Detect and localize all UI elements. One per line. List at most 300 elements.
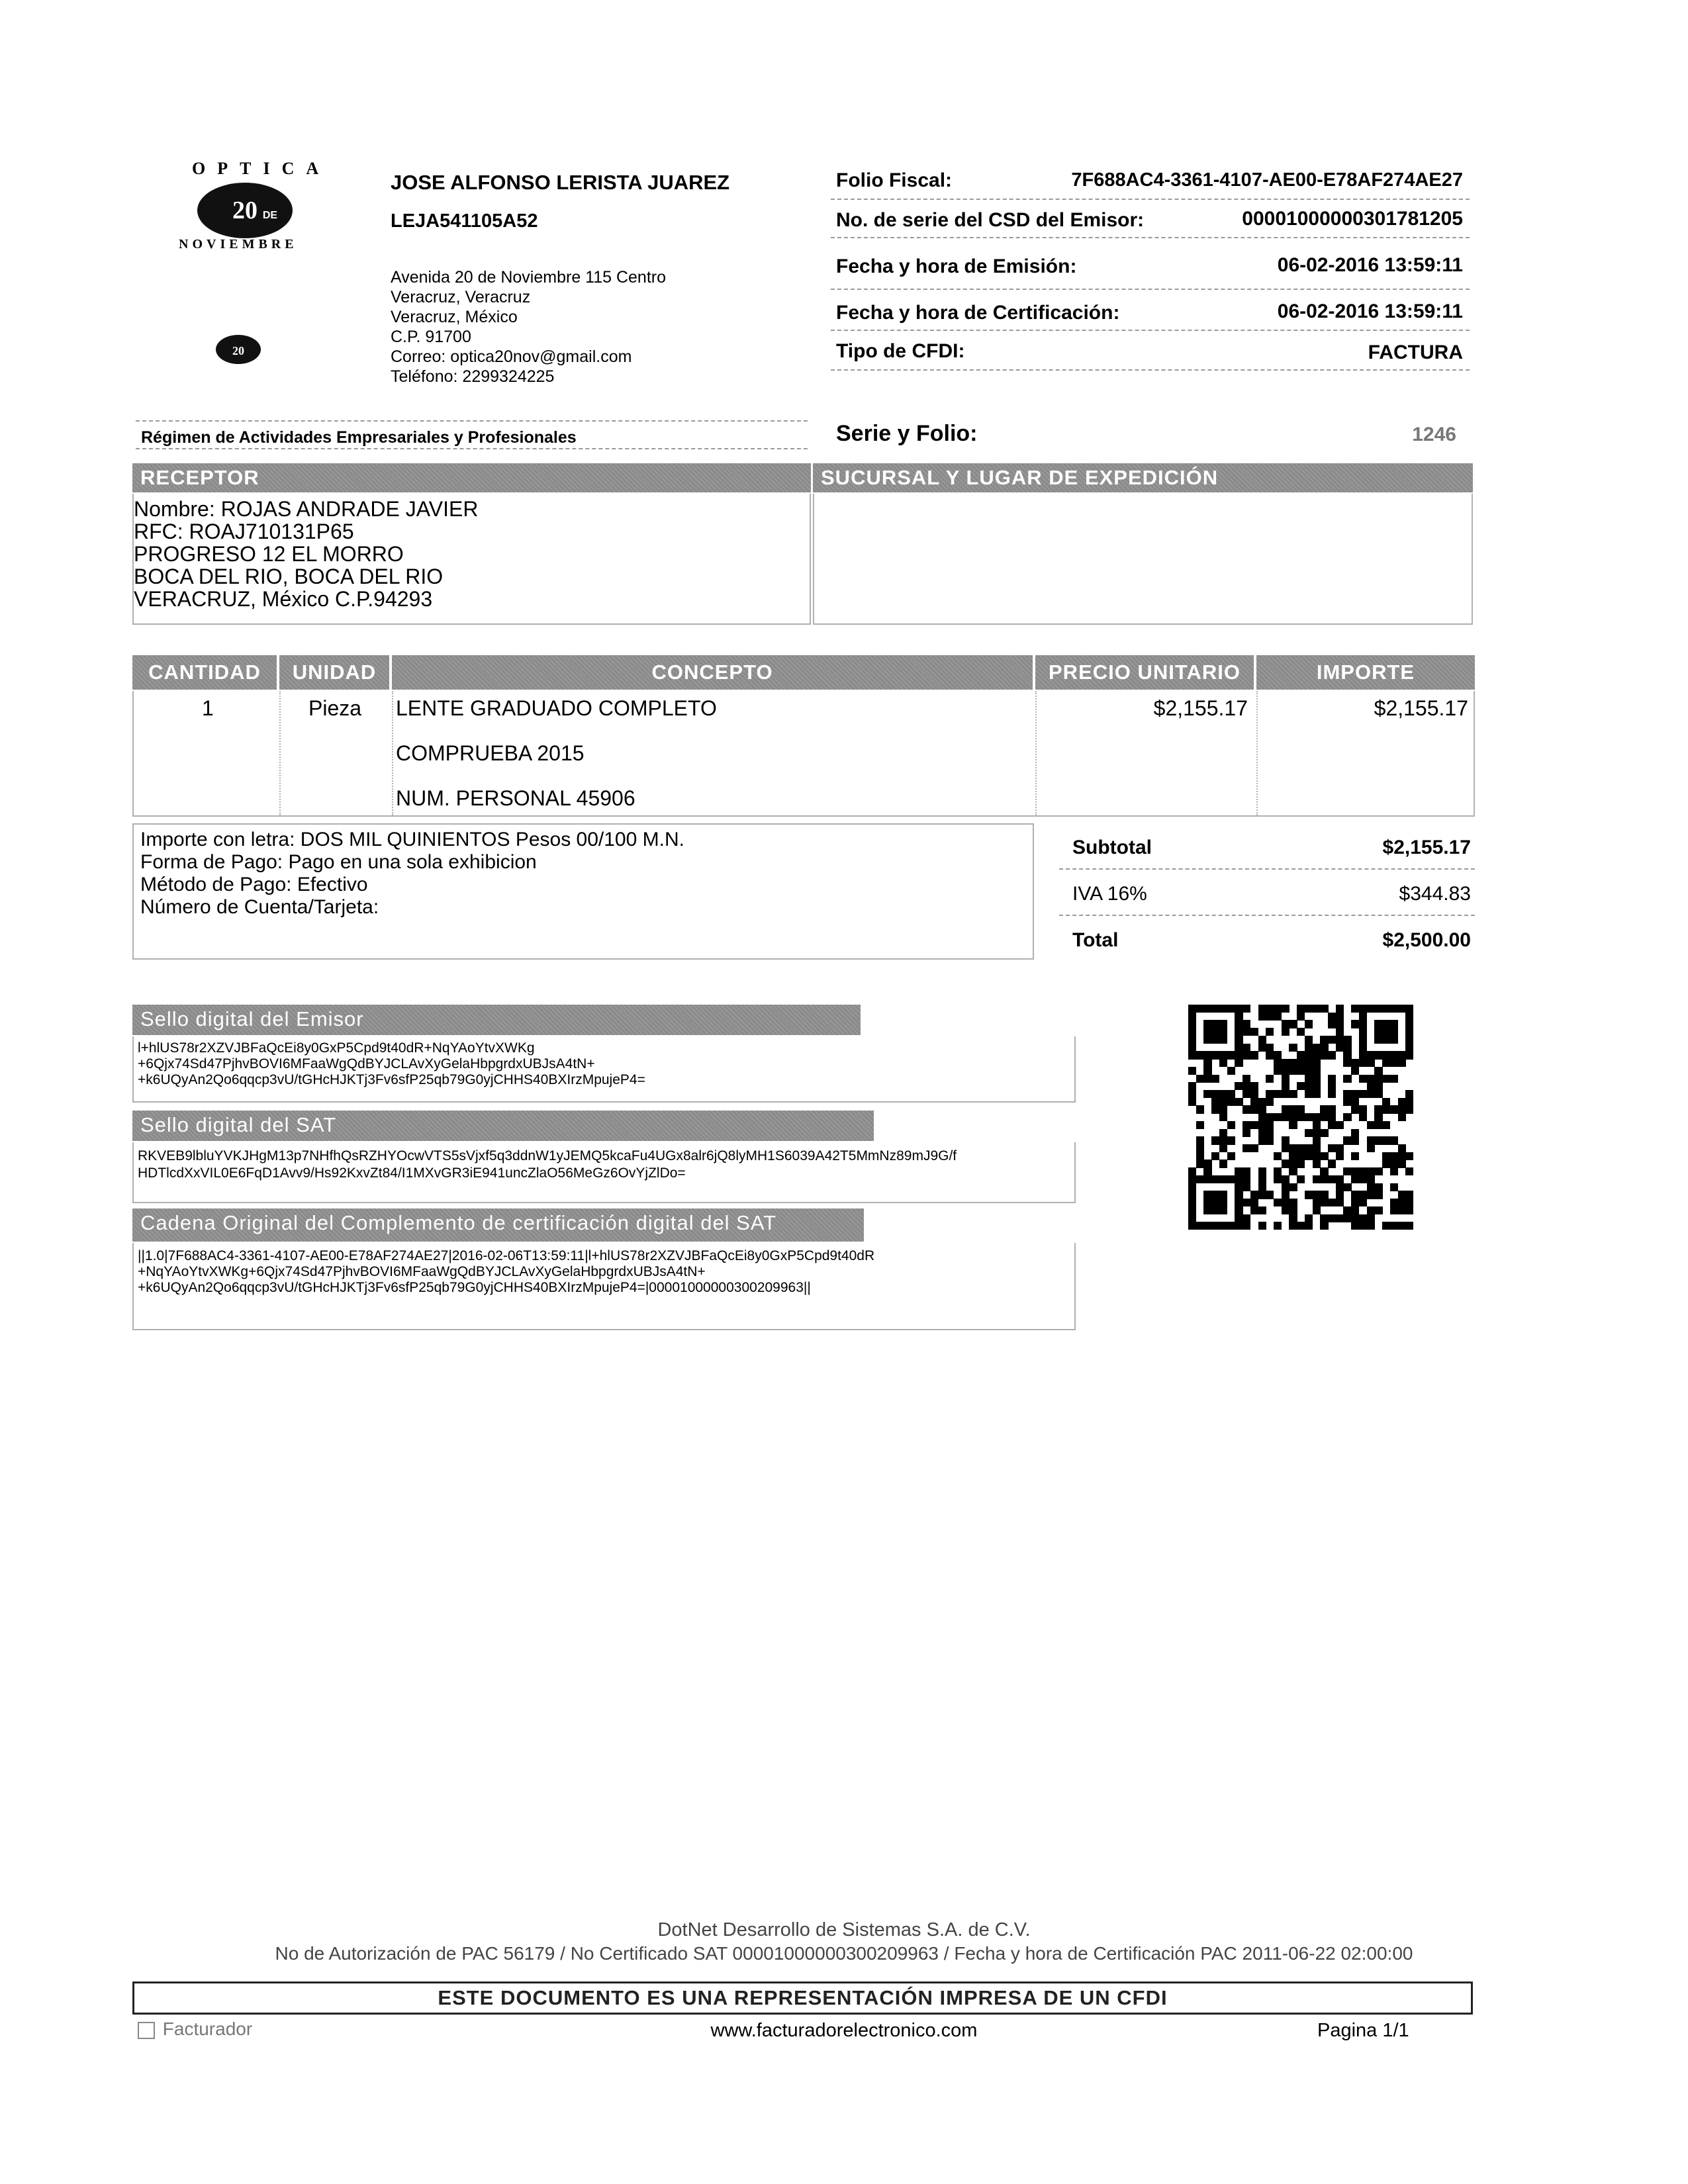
qr-module xyxy=(1305,1144,1313,1152)
qr-module xyxy=(1188,1222,1196,1230)
csd-row xyxy=(831,200,1470,238)
qr-module xyxy=(1289,1113,1297,1121)
qr-module xyxy=(1351,1098,1359,1106)
qr-module xyxy=(1359,1214,1367,1222)
qr-module xyxy=(1211,1105,1219,1113)
qr-module xyxy=(1258,1036,1266,1044)
item-concepto-line: LENTE GRADUADO COMPLETO xyxy=(396,696,717,720)
qr-module xyxy=(1266,1090,1274,1098)
qr-module xyxy=(1405,1051,1413,1059)
qr-module xyxy=(1343,1113,1351,1121)
qr-module xyxy=(1196,1222,1204,1230)
subtotal-row xyxy=(1059,823,1475,870)
address-line: Teléfono: 2299324225 xyxy=(391,367,555,386)
qr-module xyxy=(1328,1051,1336,1059)
sello-sat-line: RKVEB9lbluYVKJHgM13p7NHfhQsRZHYOcwVTS5sVjxf5q3ddnW1yJEMQ5kcaFu4UGx8alr6jQ8lyMH1S6039A42T5MmNz89mJ9G/f xyxy=(138,1148,957,1163)
qr-module xyxy=(1282,1028,1289,1036)
qr-module xyxy=(1398,1222,1406,1230)
qr-module xyxy=(1235,1098,1243,1106)
qr-module xyxy=(1227,1067,1235,1075)
qr-module xyxy=(1374,1028,1382,1036)
address-line: Correo: optica20nov@gmail.com xyxy=(391,347,632,366)
qr-module xyxy=(1282,1199,1289,1206)
qr-module xyxy=(1313,1090,1321,1098)
qr-module xyxy=(1203,1160,1211,1167)
qr-module xyxy=(1305,1005,1313,1013)
qr-module xyxy=(1219,1028,1227,1036)
qr-module xyxy=(1250,1028,1258,1036)
qr-module xyxy=(1398,1113,1406,1121)
emision-row xyxy=(831,238,1470,290)
qr-module xyxy=(1374,1075,1382,1083)
folio-fiscal-label: Folio Fiscal: xyxy=(836,169,953,191)
qr-module xyxy=(1359,1105,1367,1113)
qr-module xyxy=(1328,1113,1336,1121)
qr-module xyxy=(1351,1167,1359,1175)
qr-module xyxy=(1266,1013,1274,1021)
qr-module xyxy=(1282,1082,1289,1090)
qr-module xyxy=(1219,1090,1227,1098)
footer-url: www.facturadorelectronico.com xyxy=(710,2020,978,2041)
qr-module xyxy=(1320,1044,1328,1052)
qr-module xyxy=(1328,1175,1336,1183)
qr-module xyxy=(1297,1082,1305,1090)
qr-module xyxy=(1282,1105,1289,1113)
qr-module xyxy=(1313,1191,1321,1199)
qr-module xyxy=(1328,1160,1336,1167)
qr-module xyxy=(1398,1105,1406,1113)
qr-module xyxy=(1398,1152,1406,1160)
qr-module xyxy=(1390,1206,1398,1214)
qr-module xyxy=(1188,1028,1196,1036)
qr-module xyxy=(1266,1051,1274,1059)
qr-module xyxy=(1203,1067,1211,1075)
qr-module xyxy=(1313,1121,1321,1129)
logo-text-bottom: NOVIEMBRE xyxy=(179,237,298,251)
qr-module xyxy=(1305,1067,1313,1075)
qr-module xyxy=(1282,1075,1289,1083)
qr-module xyxy=(1343,1183,1351,1191)
qr-module xyxy=(1367,1191,1375,1199)
pac-company: DotNet Desarrollo de Sistemas S.A. de C.V. xyxy=(657,1919,1031,1940)
qr-module xyxy=(1390,1020,1398,1028)
qr-module xyxy=(1211,1005,1219,1013)
qr-module xyxy=(1367,1206,1375,1214)
qr-module xyxy=(1351,1136,1359,1144)
qr-module xyxy=(1289,1199,1297,1206)
qr-module xyxy=(1188,1167,1196,1175)
qr-module xyxy=(1305,1152,1313,1160)
qr-module xyxy=(1320,1036,1328,1044)
qr-module xyxy=(1188,1183,1196,1191)
qr-module xyxy=(1359,1020,1367,1028)
qr-module xyxy=(1258,1136,1266,1144)
qr-module xyxy=(1196,1121,1204,1129)
qr-module xyxy=(1250,1098,1258,1106)
subtotal-label: Subtotal xyxy=(1072,837,1152,858)
qr-module xyxy=(1382,1059,1390,1067)
iva-value: $344.83 xyxy=(1399,883,1471,905)
qr-module xyxy=(1297,1067,1305,1075)
qr-module xyxy=(1390,1051,1398,1059)
qr-module xyxy=(1243,1121,1250,1129)
qr-module xyxy=(1320,1051,1328,1059)
qr-module xyxy=(1351,1175,1359,1183)
qr-module xyxy=(1313,1005,1321,1013)
qr-module xyxy=(1282,1175,1289,1183)
qr-module xyxy=(1188,1090,1196,1098)
qr-module xyxy=(1405,1152,1413,1160)
qr-module xyxy=(1336,1152,1344,1160)
svg-text:20: 20 xyxy=(232,344,244,357)
qr-module xyxy=(1382,1121,1390,1129)
qr-module xyxy=(1235,1028,1243,1036)
qr-module xyxy=(1390,1160,1398,1167)
qr-module xyxy=(1305,1075,1313,1083)
tipo-label: Tipo de CFDI: xyxy=(836,340,965,362)
qr-module xyxy=(1211,1175,1219,1183)
qr-module xyxy=(1390,1136,1398,1144)
qr-module xyxy=(1203,1059,1211,1067)
qr-module xyxy=(1313,1144,1321,1152)
qr-module xyxy=(1336,1013,1344,1021)
qr-module xyxy=(1219,1175,1227,1183)
qr-module xyxy=(1343,1214,1351,1222)
pago-line: Número de Cuenta/Tarjeta: xyxy=(140,896,379,918)
qr-module xyxy=(1219,1206,1227,1214)
qr-module xyxy=(1282,1160,1289,1167)
qr-module xyxy=(1305,1214,1313,1222)
qr-module xyxy=(1219,1113,1227,1121)
qr-module xyxy=(1227,1222,1235,1230)
qr-module xyxy=(1289,1206,1297,1214)
qr-module xyxy=(1398,1160,1406,1167)
qr-module xyxy=(1359,1028,1367,1036)
qr-module xyxy=(1266,1075,1274,1083)
qr-module xyxy=(1313,1067,1321,1075)
qr-module xyxy=(1390,1167,1398,1175)
qr-module xyxy=(1313,1075,1321,1083)
qr-module xyxy=(1196,1136,1204,1144)
qr-module xyxy=(1405,1206,1413,1214)
qr-module xyxy=(1289,1152,1297,1160)
representation-text: ESTE DOCUMENTO ES UNA REPRESENTACIÓN IMPRESA DE UN CFDI xyxy=(438,1986,1168,2009)
certificacion-row xyxy=(831,290,1470,331)
receptor-line: BOCA DEL RIO, BOCA DEL RIO xyxy=(134,565,444,588)
total-row xyxy=(1059,916,1475,961)
item-concepto-line: NUM. PERSONAL 45906 xyxy=(396,786,635,810)
qr-module xyxy=(1243,1105,1250,1113)
qr-module xyxy=(1351,1005,1359,1013)
qr-module xyxy=(1343,1051,1351,1059)
qr-module xyxy=(1320,1222,1328,1230)
qr-module xyxy=(1188,1044,1196,1052)
qr-module xyxy=(1313,1113,1321,1121)
pac-line: No de Autorización de PAC 56179 / No Certificado SAT 00001000000300209963 / Fecha y hora de Certificación PAC 2011-06-22 02:00:00 xyxy=(275,1943,1413,1964)
qr-module xyxy=(1297,1005,1305,1013)
qr-module xyxy=(1343,1167,1351,1175)
qr-module xyxy=(1351,1129,1359,1137)
receptor-header: RECEPTOR xyxy=(132,463,811,492)
qr-module xyxy=(1203,1206,1211,1214)
qr-module xyxy=(1398,1144,1406,1152)
qr-module xyxy=(1219,1098,1227,1106)
qr-module xyxy=(1235,1206,1243,1214)
qr-module xyxy=(1405,1191,1413,1199)
qr-module xyxy=(1382,1028,1390,1036)
qr-module xyxy=(1219,1105,1227,1113)
qr-module xyxy=(1258,1206,1266,1214)
qr-module xyxy=(1328,1121,1336,1129)
qr-module xyxy=(1235,1059,1243,1067)
qr-module xyxy=(1398,1059,1406,1067)
total-value: $2,500.00 xyxy=(1382,929,1471,951)
qr-module xyxy=(1320,1105,1328,1113)
qr-module xyxy=(1243,1129,1250,1137)
emisor-rfc: LEJA541105A52 xyxy=(391,210,538,232)
qr-module xyxy=(1188,1005,1196,1013)
qr-module xyxy=(1258,1175,1266,1183)
qr-module xyxy=(1219,1222,1227,1230)
qr-module xyxy=(1367,1121,1375,1129)
qr-module xyxy=(1243,1028,1250,1036)
qr-module xyxy=(1250,1082,1258,1090)
qr-module xyxy=(1343,1206,1351,1214)
qr-module xyxy=(1211,1152,1219,1160)
qr-module xyxy=(1243,1199,1250,1206)
qr-module xyxy=(1297,1113,1305,1121)
fiscal-info xyxy=(831,164,1470,371)
qr-module xyxy=(1374,1020,1382,1028)
qr-module xyxy=(1289,1222,1297,1230)
qr-module xyxy=(1274,1113,1282,1121)
qr-module xyxy=(1336,1020,1344,1028)
qr-module xyxy=(1320,1113,1328,1121)
qr-module xyxy=(1374,1090,1382,1098)
qr-module xyxy=(1374,1113,1382,1121)
qr-module xyxy=(1320,1191,1328,1199)
qr-module xyxy=(1282,1206,1289,1214)
qr-module xyxy=(1313,1175,1321,1183)
qr-module xyxy=(1313,1044,1321,1052)
qr-module xyxy=(1258,1005,1266,1013)
tipo-row xyxy=(831,331,1470,371)
qr-module xyxy=(1235,1199,1243,1206)
qr-module xyxy=(1219,1005,1227,1013)
qr-module xyxy=(1320,1152,1328,1160)
qr-module xyxy=(1382,1222,1390,1230)
qr-module xyxy=(1266,1098,1274,1106)
qr-module xyxy=(1320,1175,1328,1183)
qr-module xyxy=(1289,1121,1297,1129)
qr-module xyxy=(1313,1082,1321,1090)
qr-module xyxy=(1211,1090,1219,1098)
svg-text:DE: DE xyxy=(262,210,278,221)
qr-module xyxy=(1313,1129,1321,1137)
qr-module xyxy=(1367,1214,1375,1222)
qr-module xyxy=(1258,1013,1266,1021)
qr-module xyxy=(1374,1183,1382,1191)
qr-module xyxy=(1243,1082,1250,1090)
regimen-row xyxy=(136,420,808,449)
qr-module xyxy=(1203,1191,1211,1199)
qr-module xyxy=(1289,1105,1297,1113)
svg-text:20: 20 xyxy=(232,197,258,224)
qr-module xyxy=(1235,1020,1243,1028)
qr-module xyxy=(1305,1082,1313,1090)
qr-module xyxy=(1227,1121,1235,1129)
qr-module xyxy=(1227,1090,1235,1098)
qr-module xyxy=(1367,1090,1375,1098)
qr-module xyxy=(1351,1222,1359,1230)
pago-line: Forma de Pago: Pago en una sola exhibicion xyxy=(140,851,537,873)
qr-module xyxy=(1243,1183,1250,1191)
qr-module xyxy=(1274,1013,1282,1021)
serie-folio-row xyxy=(831,418,1470,451)
qr-module xyxy=(1374,1167,1382,1175)
qr-module xyxy=(1188,1036,1196,1044)
qr-module xyxy=(1219,1199,1227,1206)
certificacion-label: Fecha y hora de Certificación: xyxy=(836,302,1120,324)
qr-module xyxy=(1219,1036,1227,1044)
qr-module xyxy=(1282,1067,1289,1075)
qr-module xyxy=(1320,1199,1328,1206)
qr-module xyxy=(1258,1121,1266,1129)
qr-module xyxy=(1243,1051,1250,1059)
qr-module xyxy=(1351,1206,1359,1214)
qr-module xyxy=(1258,1191,1266,1199)
qr-module xyxy=(1188,1214,1196,1222)
qr-module xyxy=(1328,1199,1336,1206)
tipo-value: FACTURA xyxy=(1368,341,1463,363)
qr-module xyxy=(1227,1005,1235,1013)
qr-module xyxy=(1289,1044,1297,1052)
qr-module xyxy=(1328,1105,1336,1113)
qr-module xyxy=(1328,1214,1336,1222)
qr-module xyxy=(1274,1090,1282,1098)
qr-module xyxy=(1405,1028,1413,1036)
qr-module xyxy=(1382,1136,1390,1144)
pago-line: Importe con letra: DOS MIL QUINIENTOS Pesos 00/100 M.N. xyxy=(140,829,684,850)
address-line: Avenida 20 de Noviembre 115 Centro xyxy=(391,268,667,287)
qr-module xyxy=(1359,1005,1367,1013)
qr-module xyxy=(1313,1152,1321,1160)
qr-module xyxy=(1405,1044,1413,1052)
qr-module xyxy=(1374,1191,1382,1199)
qr-module xyxy=(1405,1098,1413,1106)
qr-module xyxy=(1235,1082,1243,1090)
pago-line: Método de Pago: Efectivo xyxy=(140,874,368,895)
sello-sat-box xyxy=(132,1142,1076,1203)
table-row xyxy=(132,694,1475,819)
qr-module xyxy=(1196,1105,1204,1113)
qr-module xyxy=(1367,1082,1375,1090)
qr-module xyxy=(1282,1191,1289,1199)
qr-module xyxy=(1250,1144,1258,1152)
qr-module xyxy=(1305,1044,1313,1052)
qr-module xyxy=(1274,1051,1282,1059)
qr-module xyxy=(1398,1206,1406,1214)
qr-module xyxy=(1258,1183,1266,1191)
qr-module xyxy=(1343,1136,1351,1144)
qr-module xyxy=(1235,1214,1243,1222)
qr-module xyxy=(1343,1036,1351,1044)
qr-module xyxy=(1289,1183,1297,1191)
item-cantidad: 1 xyxy=(202,696,214,720)
subtotal-value: $2,155.17 xyxy=(1382,837,1471,858)
qr-module xyxy=(1266,1121,1274,1129)
qr-module xyxy=(1235,1013,1243,1021)
qr-module xyxy=(1188,1191,1196,1199)
qr-module xyxy=(1211,1199,1219,1206)
qr-module xyxy=(1382,1105,1390,1113)
item-unidad: Pieza xyxy=(308,696,362,720)
qr-module xyxy=(1235,1191,1243,1199)
qr-module xyxy=(1398,1005,1406,1013)
certificacion-value: 06-02-2016 13:59:11 xyxy=(1277,300,1463,322)
qr-module xyxy=(1367,1005,1375,1013)
qr-module xyxy=(1390,1075,1398,1083)
qr-module xyxy=(1196,1175,1204,1183)
qr-module xyxy=(1320,1167,1328,1175)
qr-module xyxy=(1250,1051,1258,1059)
qr-module xyxy=(1390,1152,1398,1160)
qr-module xyxy=(1351,1199,1359,1206)
emisor-name: JOSE ALFONSO LERISTA JUAREZ xyxy=(391,171,730,194)
qr-module xyxy=(1382,1152,1390,1160)
qr-module xyxy=(1405,1020,1413,1028)
qr-module xyxy=(1243,1222,1250,1230)
qr-module xyxy=(1313,1136,1321,1144)
sello-sat-line: HDTlcdXxVIL0E6FqD1Avv9/Hs92KxvZt84/I1MXvGR3iE941uncZlaO56MeGz6OvYjZlDo= xyxy=(138,1165,686,1181)
qr-module xyxy=(1243,1090,1250,1098)
qr-module xyxy=(1328,1144,1336,1152)
qr-module xyxy=(1274,1059,1282,1067)
qr-module xyxy=(1336,1175,1344,1183)
qr-module xyxy=(1405,1167,1413,1175)
qr-module xyxy=(1282,1059,1289,1067)
qr-module xyxy=(1382,1036,1390,1044)
qr-module xyxy=(1320,1005,1328,1013)
qr-module xyxy=(1382,1020,1390,1028)
qr-module xyxy=(1274,1222,1282,1230)
qr-module xyxy=(1336,1121,1344,1129)
qr-module xyxy=(1313,1051,1321,1059)
qr-module xyxy=(1336,1144,1344,1152)
qr-module xyxy=(1289,1020,1297,1028)
col-concepto: CONCEPTO xyxy=(392,655,1033,690)
qr-module xyxy=(1282,1090,1289,1098)
qr-module xyxy=(1219,1129,1227,1137)
serie-label: Serie y Folio: xyxy=(836,421,978,446)
qr-module xyxy=(1297,1028,1305,1036)
qr-module xyxy=(1219,1144,1227,1152)
qr-module xyxy=(1305,1059,1313,1067)
qr-module xyxy=(1382,1005,1390,1013)
representation-box xyxy=(132,1981,1473,2015)
qr-module xyxy=(1390,1199,1398,1206)
qr-module xyxy=(1398,1051,1406,1059)
qr-code xyxy=(1188,1005,1413,1230)
qr-module xyxy=(1282,1113,1289,1121)
qr-module xyxy=(1196,1005,1204,1013)
cadena-line: +k6UQyAn2Qo6qqcp3vU/tGHcHJKTj3Fv6sfP25qb79G0yjCHHS40BXIrzMpujeP4=|00001000000300209963|| xyxy=(138,1280,811,1295)
qr-module xyxy=(1382,1098,1390,1106)
qr-module xyxy=(1343,1044,1351,1052)
facturador-brand: Facturador xyxy=(162,2019,253,2039)
qr-module xyxy=(1250,1199,1258,1206)
qr-module xyxy=(1258,1222,1266,1230)
